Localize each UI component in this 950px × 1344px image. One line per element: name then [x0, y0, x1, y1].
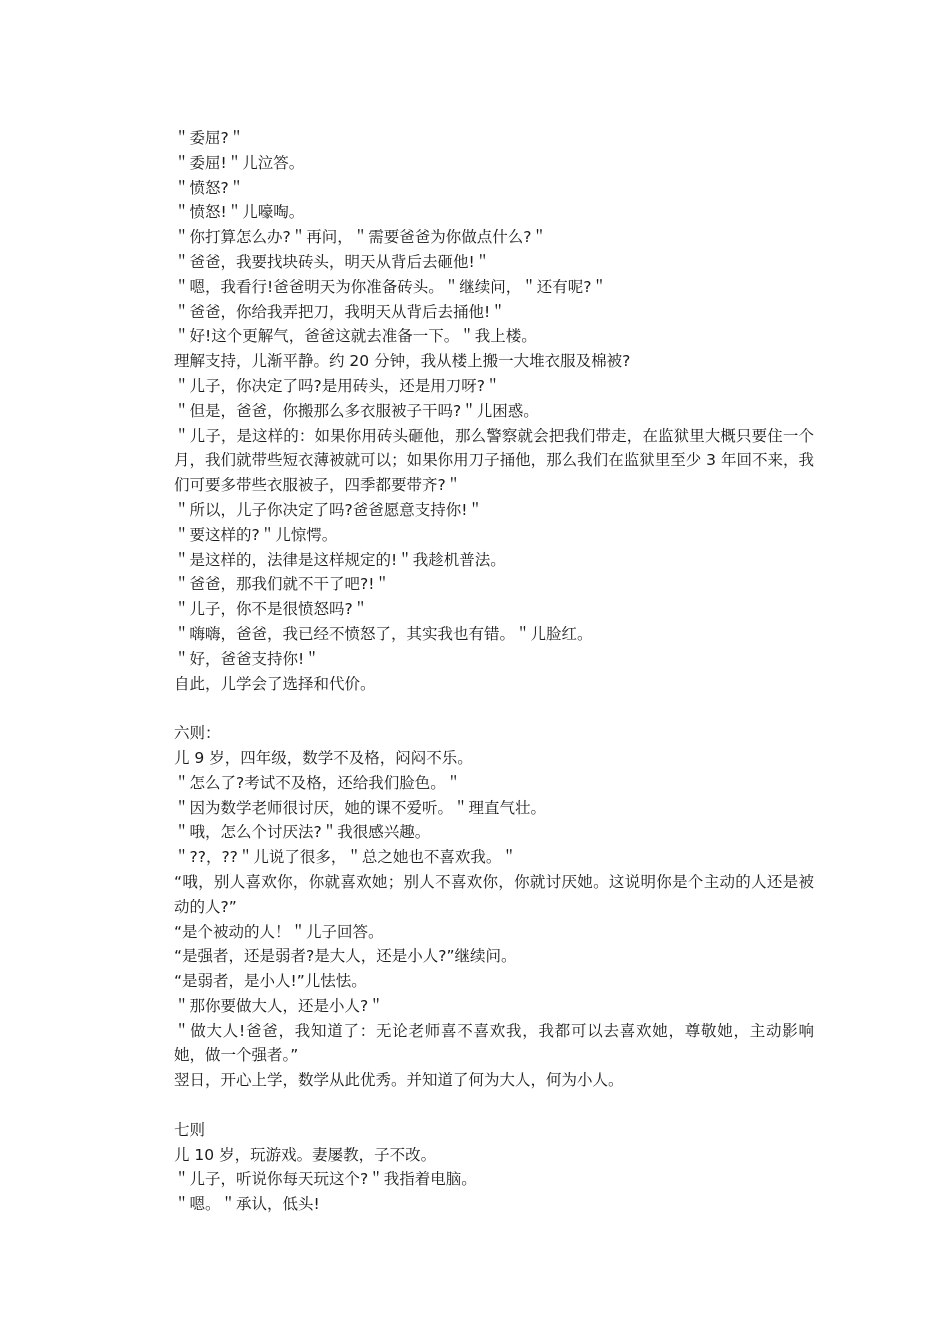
text-line: ＂爸爸，你给我弄把刀，我明天从背后去捅他!＂ [174, 302, 506, 321]
text-line: ＂委屈!＂儿泣答。 [174, 153, 305, 172]
text-line: 儿 9 岁，四年级，数学不及格，闷闷不乐。 [174, 748, 473, 767]
text-line: ＂哦，怎么个讨厌法?＂我很感兴趣。 [174, 823, 431, 842]
text-line: ＂爸爸，那我们就不干了吧?!＂ [174, 575, 390, 594]
text-line: “是弱者，是小人!”儿怯怯。 [174, 972, 367, 991]
text-line: ＂儿子，你不是很愤怒吗?＂ [174, 600, 369, 619]
text-line: ＂委屈?＂ [174, 129, 245, 147]
text-line: 自此，儿学会了选择和代价。 [174, 674, 376, 693]
text-line: ＂要这样的?＂儿惊愕。 [174, 525, 338, 544]
text-line: ＂嗯。＂承认，低头! [174, 1195, 320, 1214]
blank-line [174, 696, 814, 721]
text-line: ＂??，??＂儿说了很多，＂总之她也不喜欢我。＂ [174, 848, 517, 867]
text-line: ＂因为数学老师很讨厌，她的课不爱听。＂理直气壮。 [174, 798, 547, 817]
text-paragraph: “哦，别人喜欢你，你就喜欢她；别人不喜欢你，你就讨厌她。这说明你是个主动的人还是被动的人?” [174, 872, 814, 916]
text-line: ＂怎么了?考试不及格，还给我们脸色。＂ [174, 773, 462, 792]
section-heading: 六则： [174, 724, 221, 743]
section-heading: 七则 [174, 1120, 206, 1139]
text-line: ＂你打算怎么办?＂再问，＂需要爸爸为你做点什么?＂ [174, 228, 547, 247]
document-body [174, 126, 814, 1217]
text-line: ＂嗯，我看行!爸爸明天为你准备砖头。＂继续问，＂还有呢?＂ [174, 277, 607, 296]
text-line: ＂是这样的，法律是这样规定的!＂我趁机普法。 [174, 550, 506, 569]
text-line: ＂那你要做大人，还是小人?＂ [174, 996, 384, 1015]
text-line: ＂好，爸爸支持你!＂ [174, 649, 320, 668]
text-line: 翌日，开心上学，数学从此优秀。并知道了何为大人，何为小人。 [174, 1071, 624, 1090]
text-line: “是个被动的人！＂儿子回答。 [174, 922, 384, 941]
text-paragraph: ＂做大人!爸爸，我知道了：无论老师喜不喜欢我，我都可以去喜欢她，尊敬她，主动影响她，做一个强者。” [174, 1021, 814, 1065]
text-line: ＂儿子，你决定了吗?是用砖头，还是用刀呀?＂ [174, 376, 501, 395]
text-line: ＂儿子，听说你每天玩这个?＂我指着电脑。 [174, 1170, 477, 1189]
blank-line [174, 1093, 814, 1118]
text-paragraph: ＂儿子，是这样的：如果你用砖头砸他，那么警察就会把我们带走，在监狱里大概只要住一个月，我们就带些短衣薄被就可以；如果你用刀子捅他，那么我们在监狱里至少 3 年回不来，我们可要多带些衣服被子，四季都要带齐?＂ [174, 426, 814, 495]
text-line: ＂好!这个更解气，爸爸这就去准备一下。＂我上楼。 [174, 327, 537, 346]
text-line: ＂所以，儿子你决定了吗?爸爸愿意支持你!＂ [174, 500, 483, 519]
text-line: ＂愤怒?＂ [174, 178, 245, 197]
text-line: ＂但是，爸爸，你搬那么多衣服被子干吗?＂儿困惑。 [174, 401, 539, 420]
text-line: 理解支持，儿渐平静。约 20 分钟，我从楼上搬一大堆衣服及棉被? [174, 352, 631, 371]
text-line: ＂爸爸，我要找块砖头，明天从背后去砸他!＂ [174, 252, 491, 271]
text-line: ＂愤怒!＂儿嚎啕。 [174, 203, 305, 222]
text-line: 儿 10 岁，玩游戏。妻屡教，子不改。 [174, 1145, 437, 1164]
text-line: ＂嗨嗨，爸爸，我已经不愤怒了，其实我也有错。＂儿脸红。 [174, 624, 593, 643]
text-line: “是强者，还是弱者?是大人，还是小人?”继续问。 [174, 947, 517, 966]
